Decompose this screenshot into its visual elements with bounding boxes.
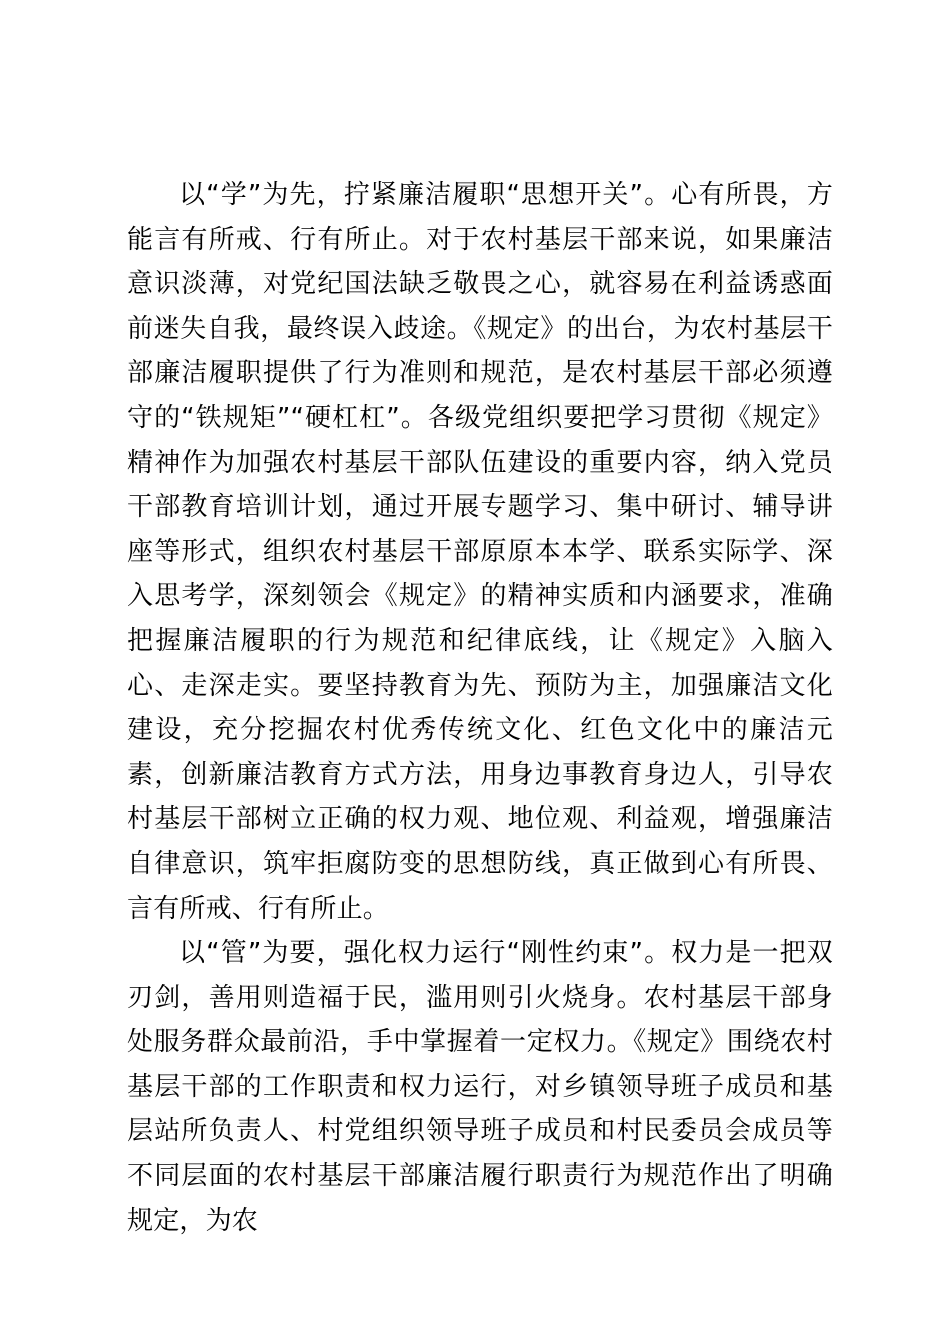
paragraph-xue: 以“学”为先，拧紧廉洁履职“思想开关”。心有所畏，方能言有所戒、行有所止。对于农村基层干部来说，如果廉洁意识淡薄，对党纪国法缺乏敬畏之心，就容易在利益诱惑面前迷失自我，最终误入歧途。《规定》的出台，为农村基层干部廉洁履职提供了行为准则和规范，是农村基层干部必须遵守的“铁规矩”“硬杠杠”。各级党组织要把学习贯彻《规定》精神作为加强农村基层干部队伍建设的重要内容，纳入党员干部教育培训计划，通过开展专题学习、集中研讨、辅导讲座等形式，组织农村基层干部原原本本学、联系实际学、深入思考学，深刻领会《规定》的精神实质和内涵要求，准确把握廉洁履职的行为规范和纪律底线，让《规定》入脑入心、走深走实。要坚持教育为先、预防为主，加强廉洁文化建设，充分挖掘农村优秀传统文化、红色文化中的廉洁元素，创新廉洁教育方式方法，用身边事教育身边人，引导农村基层干部树立正确的权力观、地位观、利益观，增强廉洁自律意识，筑牢拒腐防变的思想防线，真正做到心有所畏、言有所戒、行有所止。 — [127, 180, 833, 924]
body-text — [127, 173, 833, 1243]
paragraph-guan: 以“管”为要，强化权力运行“刚性约束”。权力是一把双刃剑，善用则造福于民，滥用则引火烧身。农村基层干部身处服务群众最前沿，手中掌握着一定权力。《规定》围绕农村基层干部的工作职责和权力运行，对乡镇领导班子成员和基层站所负责人、村党组织领导班子成员和村民委员会成员等不同层面的农村基层干部廉洁履行职责行为规范作出了明确规定，为农 — [127, 938, 833, 1236]
